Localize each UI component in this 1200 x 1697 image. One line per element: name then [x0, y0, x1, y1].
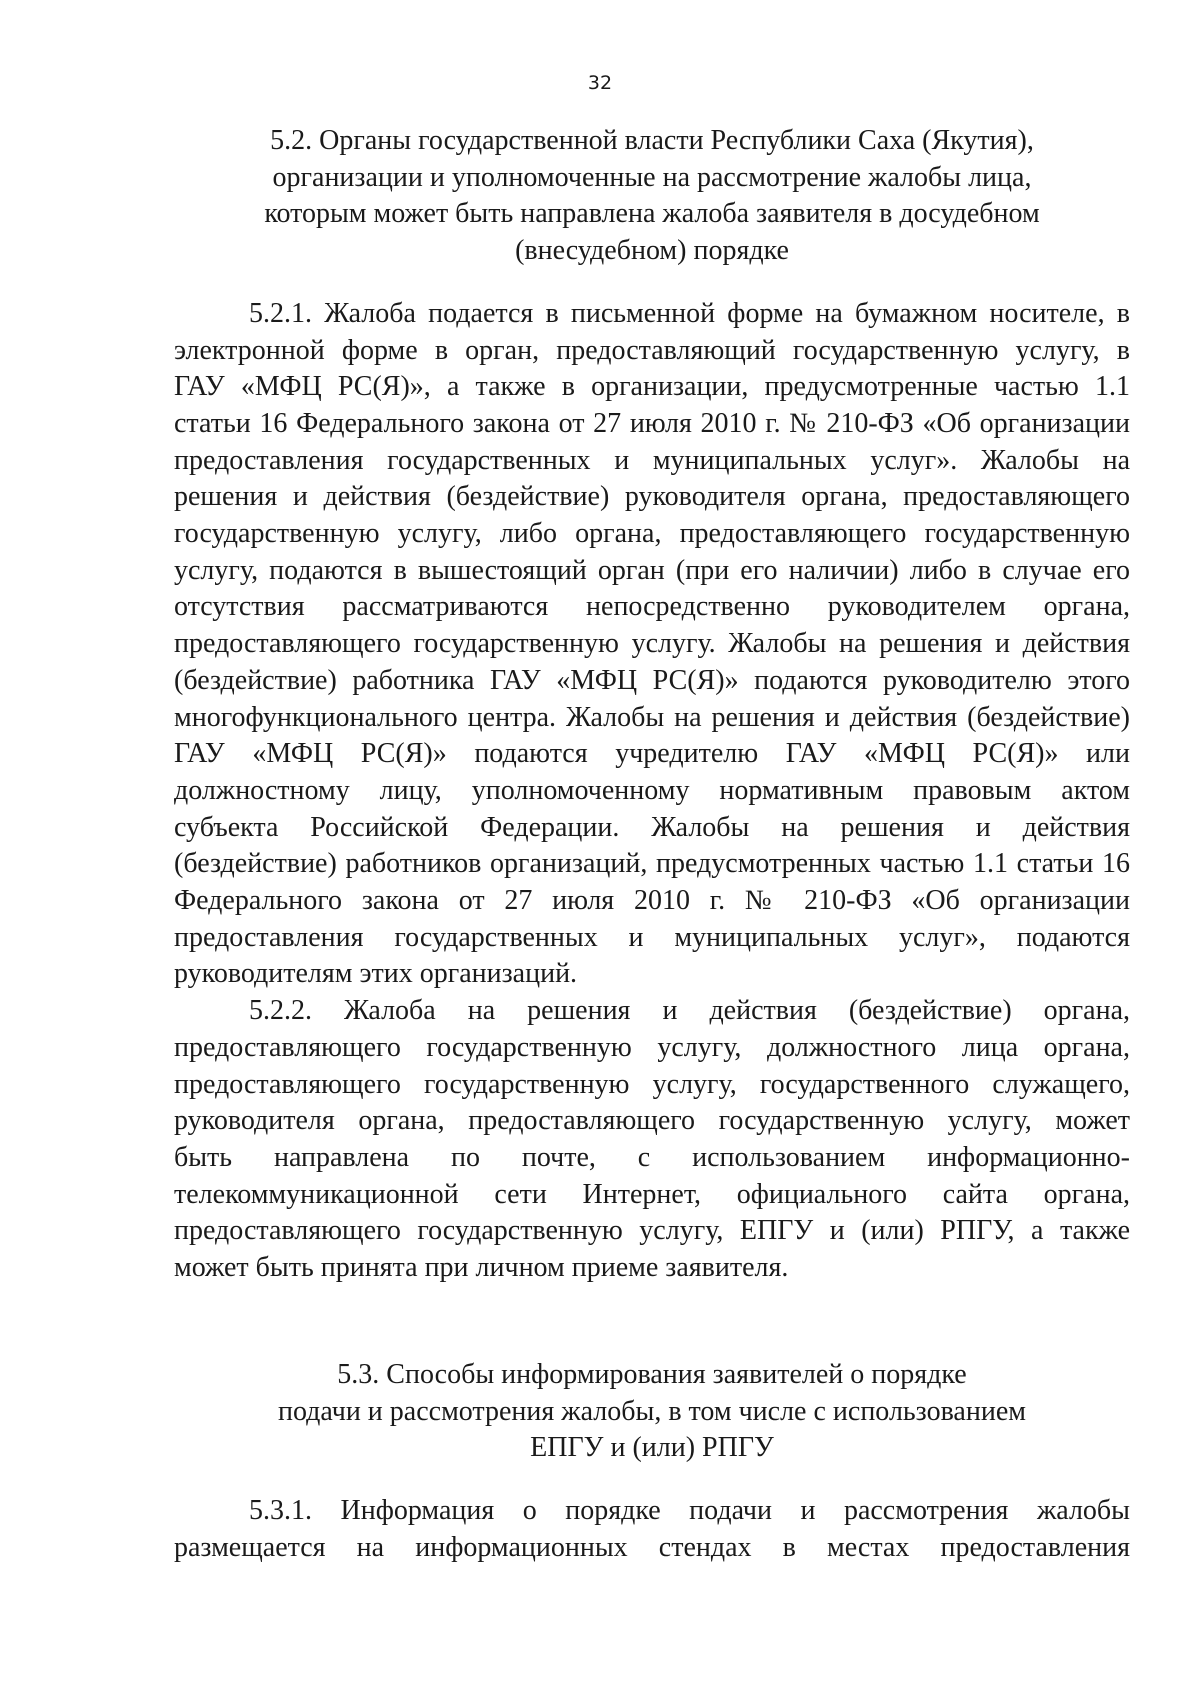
paragraph-line: предоставляющего государственную услугу, должностного лица органа,	[174, 1031, 1130, 1063]
paragraph-line: ГАУ «МФЦ РС(Я)», а также в организации, предусмотренные частью 1.1	[174, 371, 1130, 403]
section-heading-5-2	[174, 123, 1130, 270]
paragraph-line: услугу, подаются в вышестоящий орган (при его наличии) либо в случае его	[174, 554, 1130, 586]
paragraph-line: ГАУ «МФЦ РС(Я)» подаются учредителю ГАУ «МФЦ РС(Я)» или	[174, 738, 1130, 770]
paragraph-line: субъекта Российской Федерации. Жалобы на решения и действия	[174, 811, 1130, 843]
paragraph-line: телекоммуникационной сети Интернет, официального сайта органа,	[174, 1178, 1130, 1210]
paragraph-line: (бездействие) работников организаций, предусмотренных частью 1.1 статьи 16	[174, 848, 1130, 880]
page-number: 32	[587, 72, 613, 94]
paragraph-5-3-1	[174, 1493, 1130, 1566]
paragraph-line: руководителя органа, предоставляющего государственную услугу, может	[174, 1105, 1130, 1137]
paragraph-line: должностному лицу, уполномоченному нормативным правовым актом	[174, 774, 1130, 806]
paragraph-line: руководителям этих организаций.	[174, 958, 578, 990]
paragraph-5-2-1	[174, 296, 1130, 993]
paragraph-line: решения и действия (бездействие) руководителя органа, предоставляющего	[174, 481, 1130, 513]
heading-line: ЕПГУ и (или) РПГУ	[530, 1432, 774, 1464]
paragraph-line: 5.2.2. Жалоба на решения и действия (бездействие) органа,	[249, 995, 1130, 1027]
heading-line: (внесудебном) порядке	[515, 235, 789, 267]
paragraph-line: размещается на информационных стендах в местах предоставления	[174, 1531, 1130, 1563]
section-heading-5-3	[174, 1357, 1130, 1467]
paragraph-line: предоставляющего государственную услугу. Жалобы на решения и действия	[174, 628, 1130, 660]
paragraph-line: предоставляющего государственную услугу, государственного служащего,	[174, 1068, 1130, 1100]
paragraph-line: быть направлена по почте, с использованием информационно-	[174, 1141, 1130, 1173]
heading-line: 5.2. Органы государственной власти Республики Саха (Якутия),	[270, 125, 1034, 156]
paragraph-line: 5.3.1. Информация о порядке подачи и рассмотрения жалобы	[249, 1494, 1130, 1526]
paragraph-line: отсутствия рассматриваются непосредственно руководителем органа,	[174, 591, 1130, 623]
paragraph-line: Федерального закона от 27 июля 2010 г. № 210-ФЗ «Об организации	[174, 885, 1130, 917]
paragraph-line: предоставления государственных и муниципальных услуг», подаются	[174, 921, 1130, 953]
paragraph-line: государственную услугу, либо органа, предоставляющего государственную	[174, 518, 1130, 550]
heading-line: 5.3. Способы информирования заявителей о порядке	[337, 1358, 967, 1390]
heading-line: организации и уполномоченные на рассмотрение жалобы лица,	[272, 161, 1032, 193]
paragraph-5-2-2	[174, 993, 1130, 1287]
paragraph-line: электронной форме в орган, предоставляющий государственную услугу, в	[174, 334, 1130, 366]
document-body	[174, 123, 1130, 1566]
heading-line: которым может быть направлена жалоба заявителя в досудебном	[264, 198, 1040, 230]
paragraph-line: статьи 16 Федерального закона от 27 июля 2010 г. № 210-ФЗ «Об организации	[174, 407, 1130, 439]
paragraph-line: 5.2.1. Жалоба подается в письменной форме на бумажном носителе, в	[249, 297, 1130, 329]
paragraph-line: многофункционального центра. Жалобы на решения и действия (бездействие)	[174, 701, 1130, 733]
paragraph-line: может быть принята при личном приеме заявителя.	[174, 1252, 789, 1284]
paragraph-line: предоставления государственных и муниципальных услуг». Жалобы на	[174, 444, 1130, 476]
paragraph-line: (бездействие) работника ГАУ «МФЦ РС(Я)» подаются руководителю этого	[174, 664, 1130, 696]
heading-line: подачи и рассмотрения жалобы, в том числе с использованием	[278, 1395, 1026, 1427]
paragraph-line: предоставляющего государственную услугу, ЕПГУ и (или) РПГУ, а также	[174, 1215, 1130, 1247]
